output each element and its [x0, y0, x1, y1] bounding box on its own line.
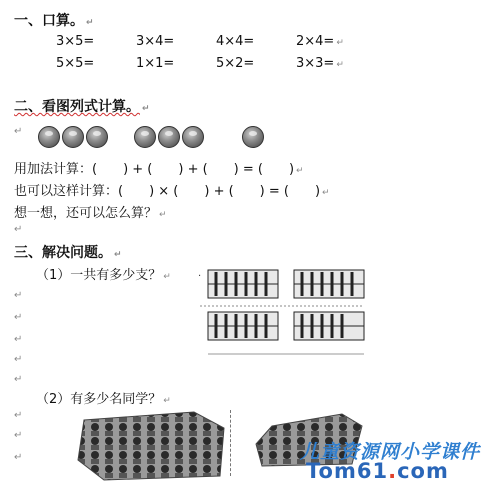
paragraph-mark: ↵ — [14, 126, 23, 137]
oral-calc-item: 1×1= — [136, 56, 175, 71]
fruit-icon — [38, 126, 60, 148]
fruit-icon — [62, 126, 84, 148]
addition-line: 用加法计算：( ) + ( ) + ( ) = ( ) ↵ — [14, 162, 304, 177]
oral-calc-item: 5×5= — [56, 56, 95, 71]
oral-calc-row-2: 5×5= 1×1= 5×2= 3×3= ↵ — [56, 56, 344, 71]
oral-calc-item: 3×4= — [136, 34, 175, 49]
paragraph-mark: ↵ — [14, 334, 23, 345]
svg-text:.: . — [198, 268, 202, 279]
question-1: （1）一共有多少支？ ↵ — [36, 268, 171, 283]
paragraph-mark: ↵ — [14, 410, 23, 421]
fruit-icon — [134, 126, 156, 148]
oral-calc-item: 4×4= — [216, 34, 255, 49]
oral-calc-item: 3×5= — [56, 34, 95, 49]
multiplication-line: 也可以这样计算：( ) × ( ) + ( ) = ( ) ↵ — [14, 184, 330, 199]
question-2: （2）有多少名同学？ ↵ — [36, 392, 171, 407]
section3-title: 三、解决问题。 ↵ — [14, 245, 122, 261]
fruit-icon — [242, 126, 264, 148]
pencil-box-3 — [208, 312, 278, 340]
oral-calc-item: 2×4= — [296, 34, 335, 49]
paragraph-mark: ↵ — [14, 224, 23, 235]
paragraph-mark: ↵ — [14, 290, 23, 301]
divider — [230, 410, 231, 476]
paragraph-mark: ↵ — [14, 354, 23, 365]
pencil-boxes-picture — [196, 262, 368, 358]
fruit-icon — [158, 126, 180, 148]
site-logo: Tom61.com — [306, 459, 449, 483]
paragraph-mark: ↵ — [14, 374, 23, 385]
fruit-icon — [182, 126, 204, 148]
pencil-box-2 — [294, 270, 364, 298]
students-group-picture-1 — [74, 408, 232, 482]
oral-calc-item: 3×3= — [296, 56, 335, 71]
paragraph-mark: ↵ — [14, 452, 23, 463]
think-line: 想一想，还可以怎么算？ ↵ — [14, 206, 167, 221]
pencil-box-1 — [208, 270, 278, 298]
fruit-icon — [86, 126, 108, 148]
section1-title: 一、口算。 ↵ — [14, 13, 94, 29]
pencil-box-4 — [294, 312, 364, 340]
oral-calc-row-1: 3×5= 3×4= 4×4= 2×4= ↵ — [56, 34, 344, 49]
section2-title: 二、看图列式计算。 ↵ — [14, 99, 150, 115]
paragraph-mark: ↵ — [14, 312, 23, 323]
site-logo-text: 儿童资源网小学课件 — [300, 441, 481, 463]
oral-calc-item: 5×2= — [216, 56, 255, 71]
paragraph-mark: ↵ — [14, 430, 23, 441]
